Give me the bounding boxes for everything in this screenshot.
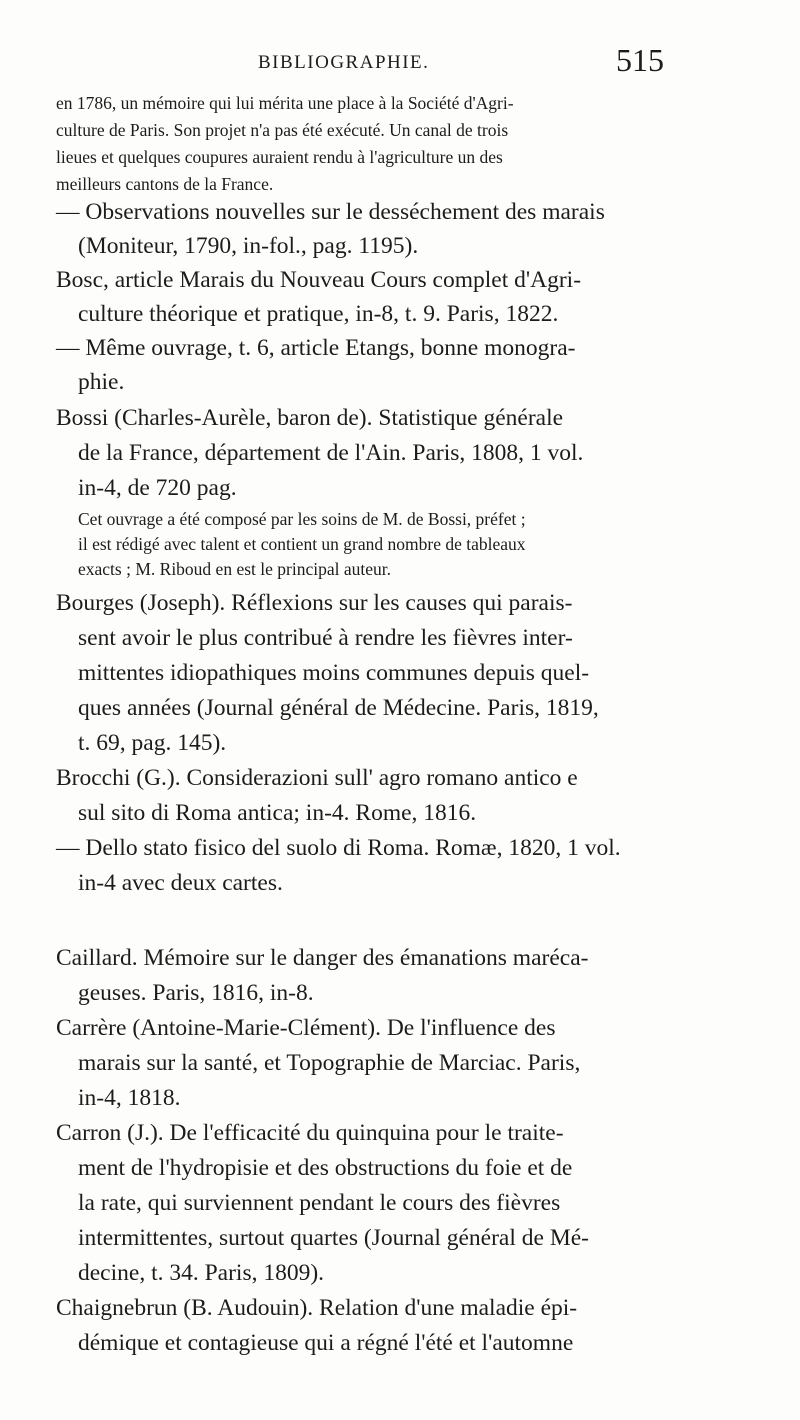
text-line: sul sito di Roma antica; in-4. Rome, 1816. [78, 800, 477, 826]
text-line: ques années (Journal général de Médecine. Paris, 1819, [78, 695, 599, 721]
text-line: phie. [78, 369, 125, 395]
text-line: marais sur la santé, et Topographie de Marciac. Paris, [78, 1050, 581, 1076]
text-line: (Moniteur, 1790, in-fol., pag. 1195). [78, 233, 419, 259]
text-line: la rate, qui surviennent pendant le cours des fièvres [78, 1190, 561, 1216]
text-line: Bourges (Joseph). Réflexions sur les causes qui parais- [56, 590, 573, 616]
text-line: meilleurs cantons de la France. [56, 174, 274, 194]
text-line: Carrère (Antoine-Marie-Clément). De l'influence des [56, 1015, 556, 1041]
text-line: Cet ouvrage a été composé par les soins de M. de Bossi, préfet ; [78, 509, 526, 529]
text-line: Chaignebrun (B. Audouin). Relation d'une maladie épi- [56, 1295, 578, 1321]
text-line: geuses. Paris, 1816, in-8. [78, 980, 314, 1006]
text-line: intermittentes, surtout quartes (Journal général de Mé- [78, 1225, 589, 1251]
text-line: decine, t. 34. Paris, 1809). [78, 1260, 325, 1286]
text-line: Carron (J.). De l'efficacité du quinquina pour le traite- [56, 1120, 564, 1146]
text-line: — Observations nouvelles sur le desséchement des marais [56, 199, 605, 225]
running-title: BIBLIOGRAPHIE. [258, 52, 430, 73]
text-line: lieues et quelques coupures auraient rendu à l'agriculture un des [56, 147, 503, 167]
text-line: culture de Paris. Son projet n'a pas été exécuté. Un canal de trois [56, 120, 509, 140]
text-line: Bossi (Charles-Aurèle, baron de). Statistique générale [56, 405, 564, 431]
text-line: t. 69, pag. 145). [78, 730, 227, 756]
text-line: de la France, département de l'Ain. Paris, 1808, 1 vol. [78, 440, 584, 466]
text-line: in-4, 1818. [78, 1085, 181, 1111]
text-line: Bosc, article Marais du Nouveau Cours complet d'Agri- [56, 267, 582, 293]
text-line: — Dello stato fisico del suolo di Roma. Romæ, 1820, 1 vol. [56, 835, 621, 861]
text-line: culture théorique et pratique, in-8, t. 9. Paris, 1822. [78, 301, 559, 327]
text-line: sent avoir le plus contribué à rendre les fièvres inter- [78, 625, 573, 651]
text-line: exacts ; M. Riboud en est le principal auteur. [78, 559, 391, 579]
text-line: Caillard. Mémoire sur le danger des émanations maréca- [56, 945, 589, 971]
text-line: en 1786, un mémoire qui lui mérita une place à la Société d'Agri- [56, 93, 514, 113]
text-line: in-4 avec deux cartes. [78, 870, 283, 896]
text-line: Brocchi (G.). Considerazioni sull' agro romano antico e [56, 765, 578, 791]
text-line: démique et contagieuse qui a régné l'été et l'automne [78, 1330, 574, 1356]
text-line: in-4, de 720 pag. [78, 475, 237, 501]
running-head [0, 40, 800, 86]
text-line: ment de l'hydropisie et des obstructions du foie et de [78, 1155, 573, 1181]
page-number: 515 [616, 42, 664, 78]
text-line: mittentes idiopathiques moins communes depuis quel- [78, 660, 590, 686]
text-line: il est rédigé avec talent et contient un grand nombre de tableaux [78, 534, 526, 554]
text-line: — Même ouvrage, t. 6, article Etangs, bonne monogra- [56, 335, 576, 361]
